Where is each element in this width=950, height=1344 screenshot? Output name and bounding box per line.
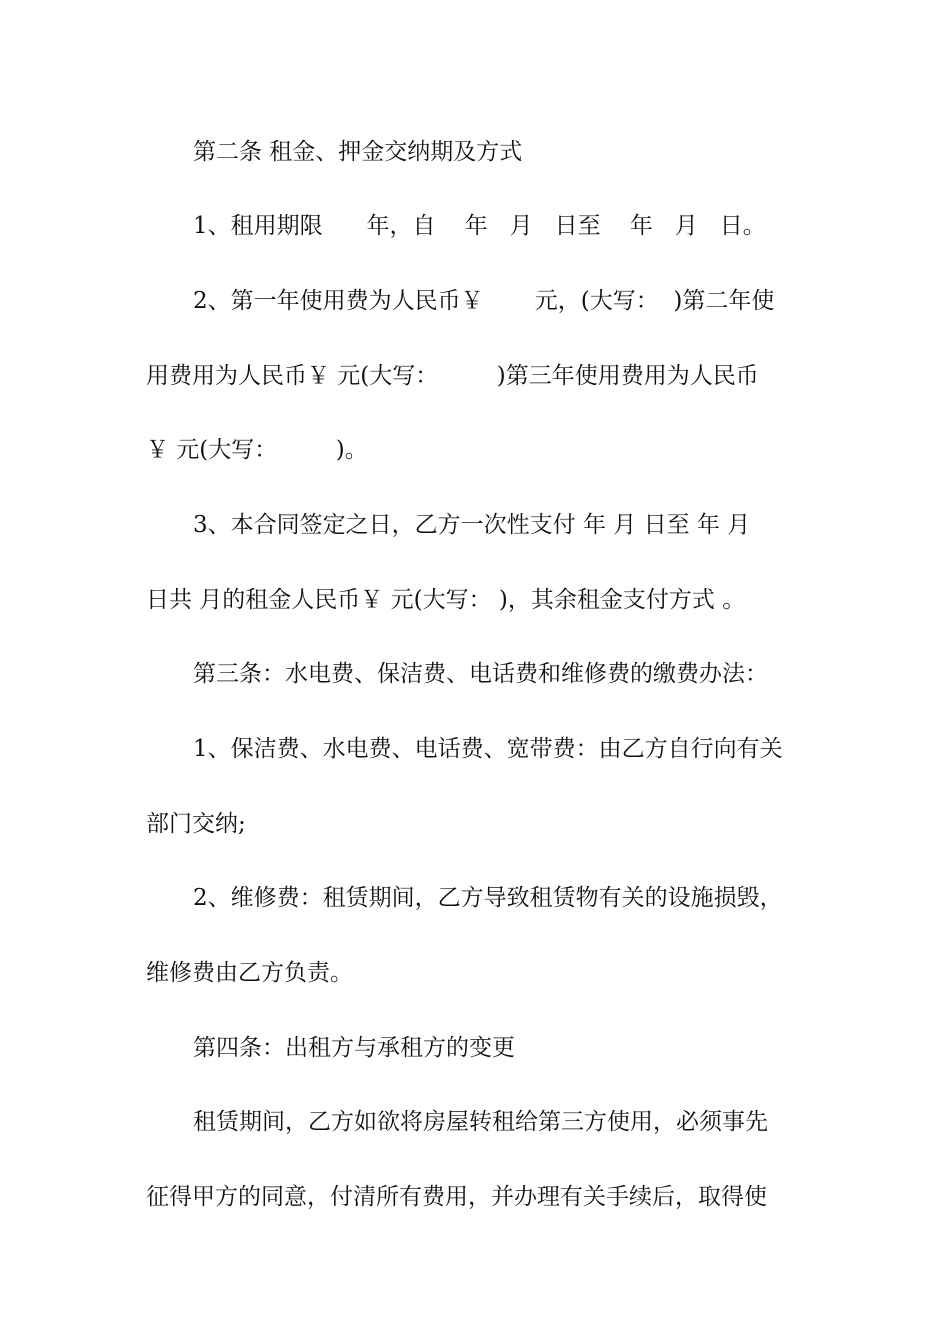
article-2-clause-2-line-3: ￥ 元(大写： )。: [146, 437, 368, 463]
article-2-clause-3-line-2: 日共 月的租金人民币￥ 元(大写： )，其余租金支付方式 。: [146, 587, 746, 613]
article-3-clause-1-line-1: 1、保洁费、水电费、电话费、宽带费：由乙方自行向有关: [193, 736, 783, 762]
article-4-paragraph-line-1: 租赁期间，乙方如欲将房屋转租给第三方使用，必须事先: [193, 1109, 768, 1135]
article-3-clause-2-line-2: 维修费由乙方负责。: [146, 960, 353, 986]
article-2-clause-3-line-1: 3、本合同签定之日，乙方一次性支付 年 月 日至 年 月: [193, 512, 751, 538]
article-3-clause-2-line-1: 2、维修费：租赁期间，乙方导致租赁物有关的设施损毁，: [193, 885, 783, 911]
article-3-heading: 第三条：水电费、保洁费、电话费和维修费的缴费办法：: [193, 661, 768, 687]
article-4-heading: 第四条：出租方与承租方的变更: [193, 1035, 515, 1061]
article-2-clause-2-line-1: 2、第一年使用费为人民币￥ 元，(大写： )第二年使: [193, 288, 775, 314]
article-4-paragraph-line-2: 征得甲方的同意，付清所有费用，并办理有关手续后，取得使: [146, 1184, 767, 1210]
article-2-heading: 第二条 租金、押金交纳期及方式: [193, 139, 523, 165]
article-2-clause-1: 1、租用期限 年，自 年 月 日至 年 月 日。: [193, 213, 766, 239]
article-2-clause-2-line-2: 用费用为人民币￥ 元(大写： )第三年使用费用为人民币: [146, 363, 759, 389]
article-3-clause-1-line-2: 部门交纳;: [146, 811, 246, 837]
